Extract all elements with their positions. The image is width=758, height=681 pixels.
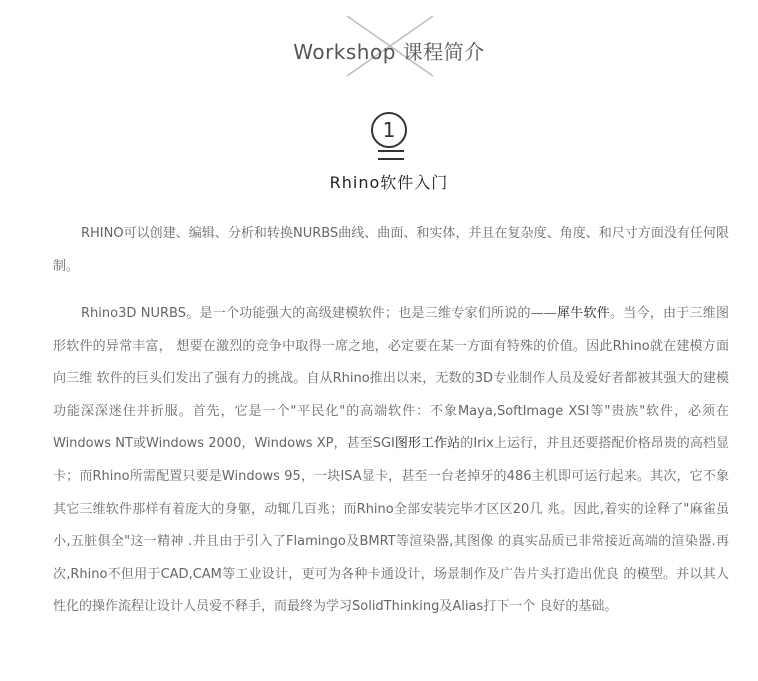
section-number-badge [0,112,758,148]
section-divider-icon [378,150,404,162]
paragraph-detail-part-2: 。当今，由于三维图形软件的异常丰富， 想要在激烈的竞争中取得一席之地，必定要在某一方面有特殊的价值。因此Rhino就在建模方面向三维 软件的巨头们发出了强有力的挑战。自从Rhino推出以来，无数的3D专业制作人员及爱好者都被其强大的建模功能深深迷住并折服。首先，它是一个"平民化"的高端软件：不象Maya,SoftImage XSI等"贵族"软件，必须在Windows NT或Windows 2000，Windows XP，甚至SGI [53,306,729,452]
page-title: Workshop 课程简介 [293,40,485,64]
highlight-rhino-software: 犀牛软件 [556,306,610,321]
paragraph-detail [53,298,729,624]
paragraph-detail-part-1: Rhino3D NURBS。是一个功能强大的高级建模软件；也是三维专家们所说的—— [81,306,557,321]
paragraph-detail-part-3: 的Irix上运行，并且还要搭配价格昂贵的高档显卡；而Rhino所需配置只要是Windows 95，一块ISA显卡，甚至一台老掉牙的486主机即可运行起来。其次，它不象其它三维软件那样有着庞大的身躯，动辄几百兆；而Rhino全部安装完毕才区区20几 兆。因此,着实的诠释了"麻雀虽小,五脏俱全"这一精神 .并且由于引入了Flamingo及BMRT等渲染器,其图像 的真实品质已非常接近高端的渲染器.再次,Rhino不但用于CAD,CAM等工业设计，更可为各种卡通设计，场景制作及广告片头打造出优良 的模型。并以其人性化的操作流程让设计人员爱不释手，而最终为学习SolidThinking及Alias打下一个 良好的基础。 [53,436,729,615]
section-title: Rhino软件入门 [329,173,449,192]
paragraph-intro: RHINO可以创建、编辑、分析和转换NURBS曲线、曲面、和实体，并且在复杂度、角度、和尺寸方面没有任何限制。 [53,226,729,274]
highlight-graphics-workstation: 图形工作站 [394,436,461,452]
header [0,0,758,90]
section-number: 1 [371,112,407,148]
